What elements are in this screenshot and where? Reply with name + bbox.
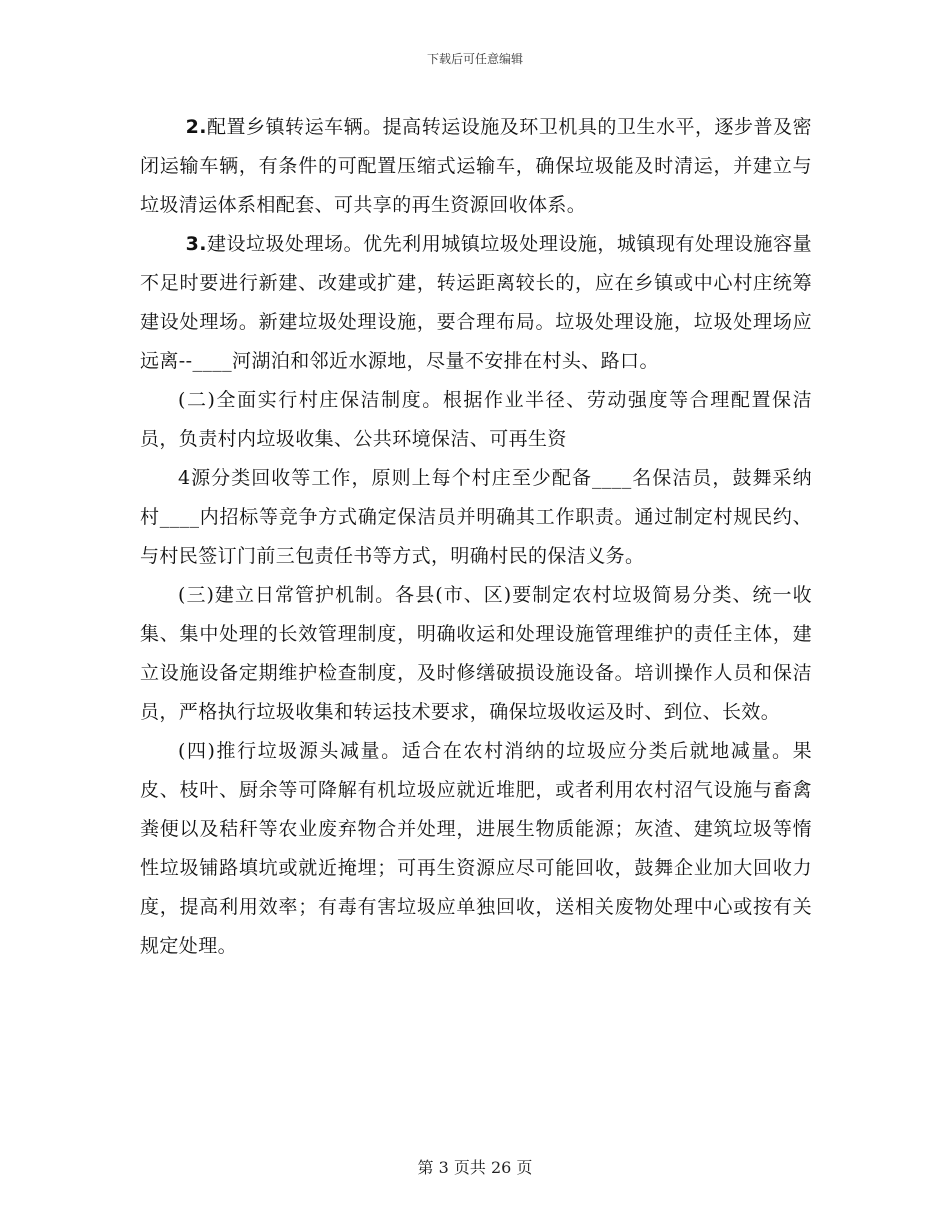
page-footer: 第 3 页共 26 页 [417,1158,533,1177]
paragraph-section-2: (二)全面实行村庄保洁制度。根据作业半径、劳动强度等合理配置保洁员，负责村内垃圾收集、公共环境保洁、可再生资 [140,389,812,450]
page-header: 下载后可任意编辑 [426,52,523,66]
document-body [140,108,812,966]
paragraph-item-3 [140,225,812,381]
paragraph-item-2 [140,108,812,225]
paragraph-text: 建设垃圾处理场。优先利用城镇垃圾处理设施，城镇现有处理设施容量不足时要进行新建、改建或扩建，转运距离较长的，应在乡镇或中心村庄统筹建设处理场。新建垃圾处理设施，要合理布局。垃圾处理设施，垃圾处理场应远离--____河湖泊和邻近水源地，尽量不安排在村头、路口。 [140,233,812,372]
paragraph-text: 配置乡镇转运车辆。提高转运设施及环卫机具的卫生水平，逐步普及密闭运输车辆，有条件的可配置压缩式运输车，确保垃圾能及时清运，并建立与垃圾清运体系相配套、可共享的再生资源回收体系。 [140,116,812,216]
paragraph-section-2-continued: 4源分类回收等工作，原则上每个村庄至少配备____名保洁员，鼓舞采纳村____内招标等竞争方式确定保洁员并明确其工作职责。通过制定村规民约、与村民签订门前三包责任书等方式，明确村民的保洁义务。 [140,467,812,567]
item-number: 2. [185,116,207,138]
paragraph-section-3: (三)建立日常管护机制。各县(市、区)要制定农村垃圾简易分类、统一收集、集中处理的长效管理制度，明确收运和处理设施管理维护的责任主体，建立设施设备定期维护检查制度，及时修缮破损设施设备。培训操作人员和保洁员，严格执行垃圾收集和转运技术要求，确保垃圾收运及时、到位、长效。 [140,584,812,723]
paragraph-section-4: (四)推行垃圾源头减量。适合在农村消纳的垃圾应分类后就地减量。果皮、枝叶、厨余等可降解有机垃圾应就近堆肥，或者利用农村沼气设施与畜禽粪便以及秸秆等农业废弃物合并处理，进展生物质能源；灰渣、建筑垃圾等惰性垃圾铺路填坑或就近掩埋；可再生资源应尽可能回收，鼓舞企业加大回收力度，提高利用效率；有毒有害垃圾应单独回收，送相关废物处理中心或按有关规定处理。 [140,740,812,957]
item-number: 3. [185,233,207,255]
